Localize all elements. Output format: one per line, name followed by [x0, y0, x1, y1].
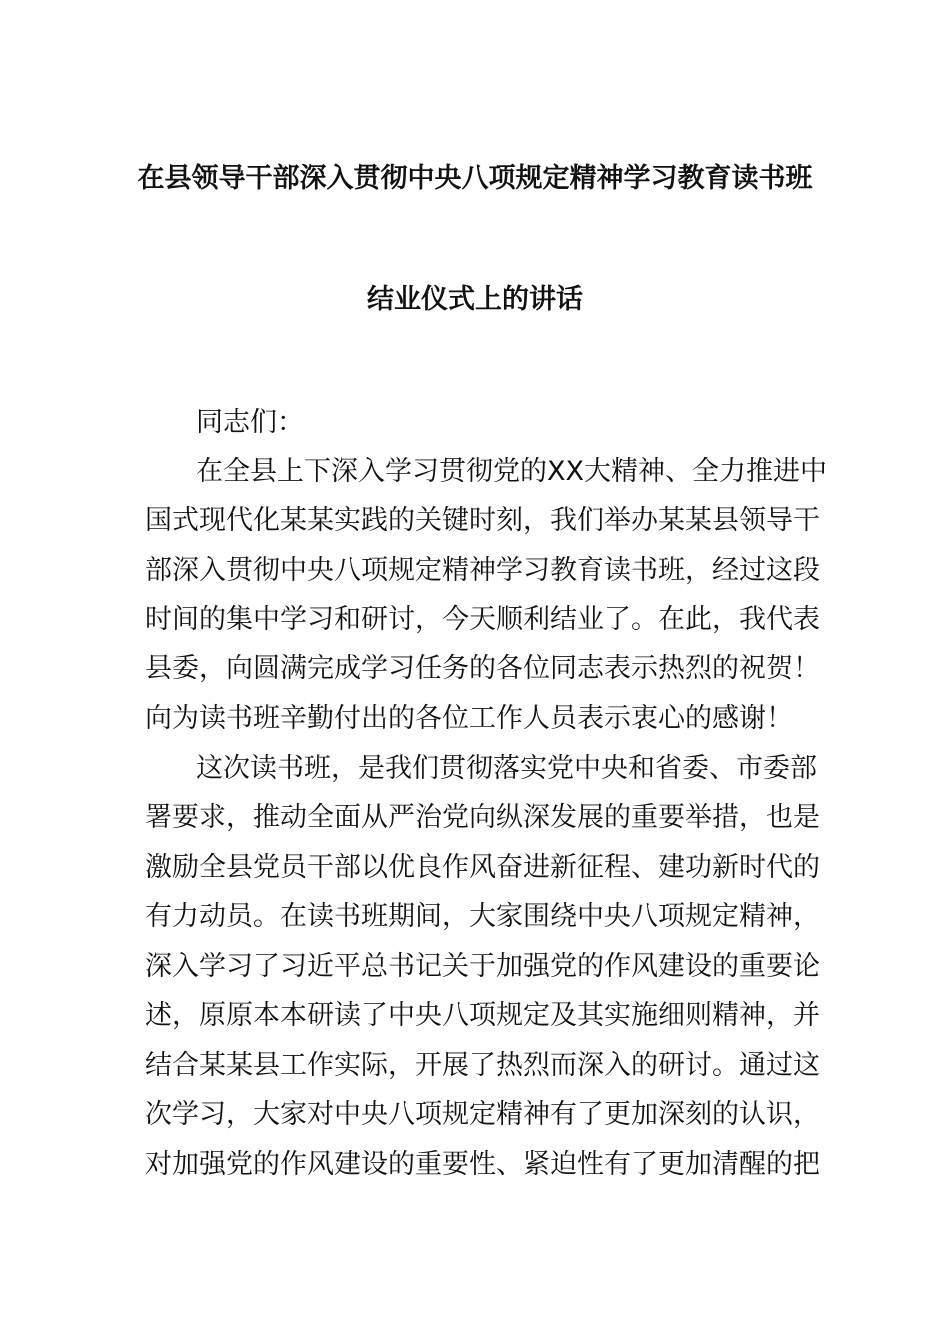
paragraph-2-line: 深入学习了习近平总书记关于加强党的作风建设的重要论 — [145, 951, 820, 982]
paragraph-2-line: 署要求，推动全面从严治党向纵深发展的重要举措，也是 — [145, 802, 820, 833]
paragraph-1-line: 时间的集中学习和研讨，今天顺利结业了。在此，我代表 — [145, 604, 820, 635]
paragraph-1-line: 部深入贯彻中央八项规定精神学习教育读书班，经过这段 — [145, 555, 820, 586]
document-title-line-1: 在县领导干部深入贯彻中央八项规定精神学习教育读书班 — [137, 163, 813, 194]
paragraph-1-line: 国式现代化某某实践的关键时刻，我们举办某某县领导干 — [145, 505, 820, 536]
paragraph-2-line: 对加强党的作风建设的重要性、紧迫性有了更加清醒的把 — [145, 1149, 820, 1180]
paragraph-1-line: 在全县上下深入学习贯彻党的XX大精神、全力推进中 — [196, 456, 827, 487]
paragraph-1-line: 县委，向圆满完成学习任务的各位同志表示热烈的祝贺！ — [145, 653, 820, 684]
paragraph-2-line: 次学习，大家对中央八项规定精神有了更加深刻的认识， — [145, 1099, 820, 1130]
salutation: 同志们： — [196, 407, 304, 438]
paragraph-2-line: 结合某某县工作实际，开展了热烈而深入的研讨。通过这 — [145, 1050, 820, 1081]
paragraph-2-line: 这次读书班，是我们贯彻落实党中央和省委、市委部 — [196, 753, 817, 784]
paragraph-2-line: 有力动员。在读书班期间，大家围绕中央八项规定精神， — [145, 901, 820, 932]
paragraph-1-line: 向为读书班辛勤付出的各位工作人员表示衷心的感谢！ — [145, 703, 793, 734]
paragraph-2-line: 激励全县党员干部以优良作风奋进新征程、建功新时代的 — [145, 852, 820, 883]
document-title-line-2: 结业仪式上的讲话 — [367, 284, 583, 315]
paragraph-2-line: 述，原原本本研读了中央八项规定及其实施细则精神，并 — [145, 1000, 820, 1031]
